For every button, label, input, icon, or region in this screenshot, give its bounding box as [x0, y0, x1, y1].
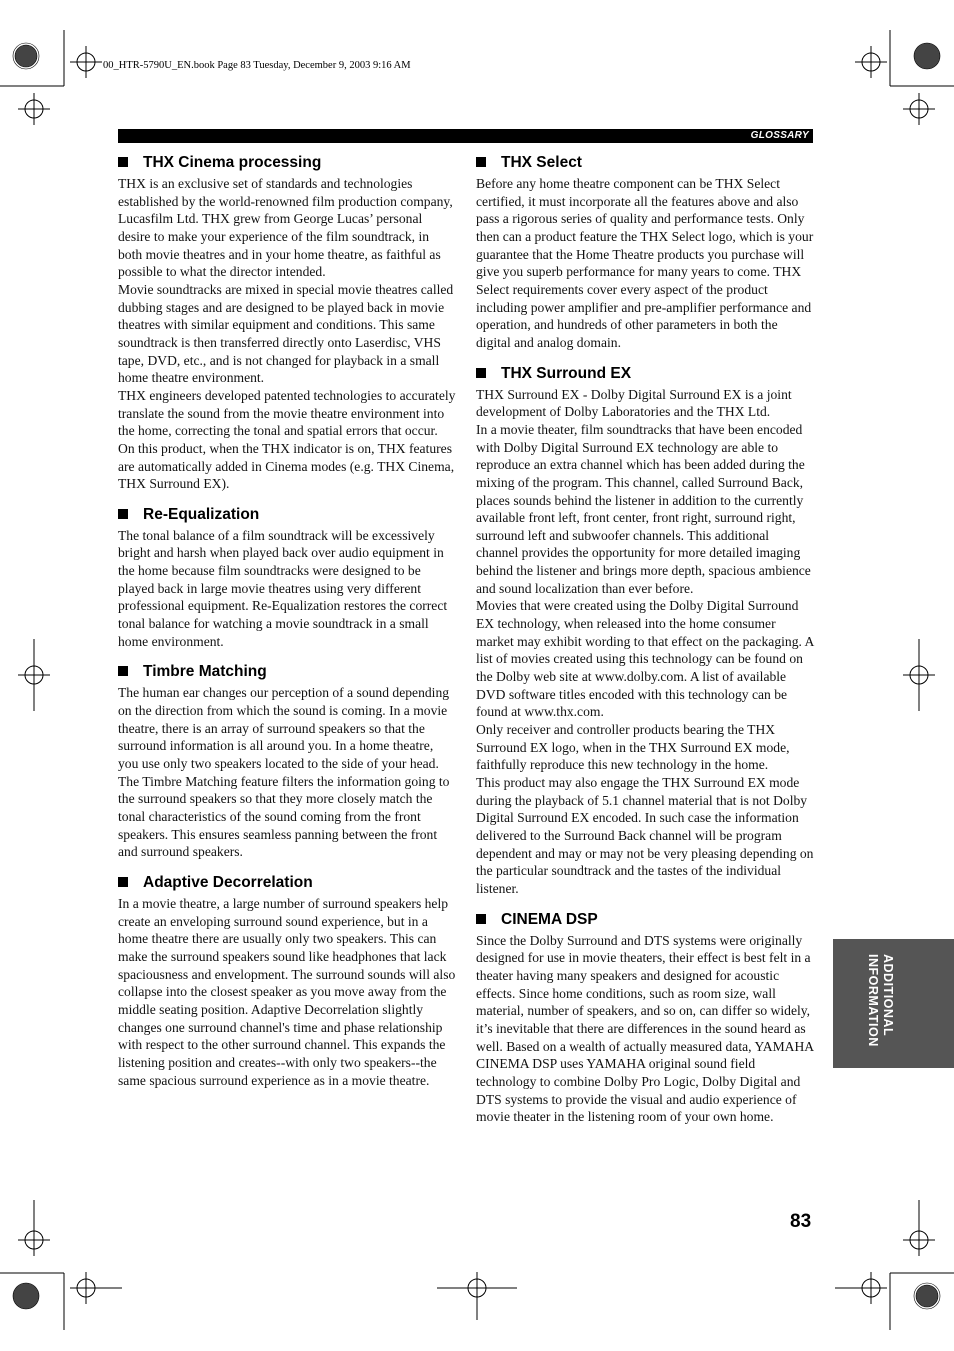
paragraph: Movie soundtracks are mixed in special movie theatres called dubbing stages and are designed to be played back in movie theatres with similar equipment and conditions. This same soundtrack is then transferred directly onto Laserdisc, VHS tape, DVD, etc., and is not changed for playback in a small home theatre environment. — [118, 281, 454, 386]
square-bullet-icon — [476, 368, 486, 378]
paragraph: THX is an exclusive set of standards and technologies established by the world-renowned film production company, Lucasfilm Ltd. THX grew from George Lucas’ personal desire to make your experience of the film soundtrack, in both movie theatres and in your home theatre, as faithful as possible to what the director intended. — [118, 176, 453, 280]
page-number: 83 — [790, 1211, 812, 1232]
paragraph: In a movie theatre, a large number of surround speakers help create an enveloping surround sound experience, but in a home theatre there are usually only two speakers. This can make the surround speakers sound like headphones that lack spaciousness and envelopment. The surround sounds will also collapse into the closest speaker as you move away from the middle seating position. Adaptive Decorrelation slightly changes one surround channel's time and phase relationship with respect to the other surround channel. This expands the listening position and creates--with only two speakers--the same spacious surround experience as in a movie theatre. — [118, 895, 456, 1088]
paragraph: THX engineers developed patented technologies to accurately translate the sound from the movie theatre environment into the home, correcting the tonal and spatial errors that occur. On this product, when the THX indicator is on, THX features are automatically added in Cinema modes (e.g. THX Cinema, THX Surround EX). — [118, 387, 456, 492]
section-heading: Re-Equalization — [118, 504, 456, 526]
side-tab-label: ADDITIONAL INFORMATION — [866, 954, 895, 1047]
header-bar — [118, 129, 813, 143]
section-heading: THX Select — [476, 152, 814, 174]
paragraph: Only receiver and controller products bearing the THX Surround EX logo, when in the THX Surround EX mode, faithfully reproduce this new technology in the home. — [476, 722, 790, 773]
paragraph: In a movie theater, film soundtracks that have been encoded with Dolby Digital Surround EX technology are able to reproduce an extra channel which has been added during the mixing of the program. This channel, called Surround Back, places sounds behind the listener in addition to the currently available front left, front center, front right, surround right, surround left and subwoofer channels. This additional channel provides the opportunity for more detailed imaging behind the listener and brings more depth, spacious ambience and sound localization than ever before. — [476, 421, 811, 596]
paragraph: The tonal balance of a film soundtrack will be excessively bright and harsh when played back over audio equipment in the home because film soundtracks were designed to be played back in large movie theatres using very different professional equipment. Re-Equalization restores the correct tonal balance for watching a movie soundtrack in a small home environment. — [118, 527, 448, 649]
square-bullet-icon — [118, 666, 128, 676]
square-bullet-icon — [118, 509, 128, 519]
section-heading: THX Surround EX — [476, 363, 814, 385]
section-adaptive-decorrelation — [118, 872, 456, 1089]
section-heading: Adaptive Decorrelation — [118, 872, 456, 894]
section-timbre-matching — [118, 661, 456, 861]
section-thx-surround-ex — [476, 363, 814, 898]
paragraph: Since the Dolby Surround and DTS systems were originally designed for use in movie theaters, their effect is best felt in a theater having many speakers and designed for acoustic effects. Since home conditions, such as room size, wall material, number of speakers, and so on, can differ so widely, it’s inevitable that there are differences in the sound heard as well. Based on a wealth of actually measured data, YAMAHA CINEMA DSP uses YAMAHA original sound field technology to combine Dolby Pro Logic, Dolby Digital and DTS systems to provide the visual and audio experience of movie theater in the listening room of your own home. — [476, 932, 814, 1125]
paragraph: The human ear changes our perception of a sound depending on the direction from which the sound is coming. In a movie theatre, there is an array of surround speakers so that the surround information is all around you. In a home theatre, you use only two speakers located to the side of your head. The Timbre Matching feature filters the information going to the surround speakers so that they more closely match the tonal characteristics of the sound coming from the front speakers. This ensures seamless panning between the front and surround speakers. — [118, 685, 450, 860]
paragraph: Movies that were created using the Dolby Digital Surround EX technology, when released into the home consumer market may exhibit wording to that effect on the packaging. A list of movies created using this technology can be found on the Dolby web site at www.dolby.com. A list of available DVD software titles encoded with this technology can be found at www.thx.com. — [476, 598, 814, 720]
section-heading: THX Cinema processing — [118, 152, 456, 174]
section-thx-cinema-processing — [118, 152, 456, 493]
section-cinema-dsp — [476, 909, 814, 1126]
side-tab-additional-information — [833, 939, 954, 1068]
section-heading: Timbre Matching — [118, 661, 456, 683]
square-bullet-icon — [476, 157, 486, 167]
section-thx-select — [476, 152, 814, 352]
square-bullet-icon — [118, 877, 128, 887]
left-column — [118, 152, 456, 1100]
square-bullet-icon — [476, 914, 486, 924]
paragraph: Before any home theatre component can be THX Select certified, it must incorporate all the features above and also pass a rigorous series of quality and performance tests. Only then can a product feature the THX Select logo, which is your guarantee that the Home Theatre products you purchase will give you superb performance for many years to come. THX Select requirements cover every aspect of the product including power amplifier and pre-amplifier performance and operation, and hundreds of other parameters in both the digital and analog domain. — [476, 176, 814, 350]
right-column — [476, 152, 814, 1137]
square-bullet-icon — [118, 157, 128, 167]
paragraph: THX Surround EX - Dolby Digital Surround EX is a joint development of Dolby Laboratories and the THX Ltd. — [476, 386, 792, 420]
section-re-equalization — [118, 504, 456, 651]
paragraph: This product may also engage the THX Surround EX mode during the playback of 5.1 channel material that is not Dolby Digital Surround EX encoded. In such case the information delivered to the Surround Back channel will be program dependent and may or may not be very pleasing depending on the particular soundtrack and the tastes of the individual listener. — [476, 775, 814, 896]
section-label: GLOSSARY — [750, 130, 809, 141]
print-info-line: 00_HTR-5790U_EN.book Page 83 Tuesday, December 9, 2003 9:16 AM — [103, 60, 411, 71]
section-heading: CINEMA DSP — [476, 909, 814, 931]
